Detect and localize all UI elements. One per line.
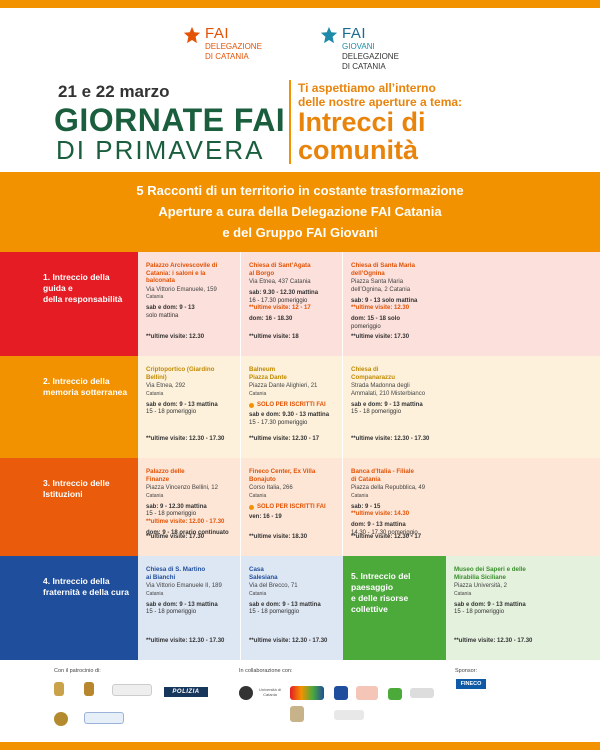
venue-address: Piazza Vincenzo Bellini, 12 Catania: [146, 485, 218, 499]
venue-card[interactable]: [240, 356, 342, 458]
partner-logo: [290, 686, 324, 700]
theme-title-line: comunità: [298, 135, 419, 165]
venue-hours: dom: 16 - 18.30: [249, 316, 293, 323]
seal-icon: [54, 712, 68, 726]
venue-title: Palazzo Arcivescovile di Catania: i saloni e la balconata: [146, 262, 218, 284]
theme-intro: [298, 81, 462, 109]
venue-title: Chiesa di Sant’Agata al Borgo: [249, 262, 311, 277]
venue-address: Via Vittorio Emanuele II, 189 Catania: [146, 583, 222, 597]
logo-line: GIOVANI: [342, 42, 375, 51]
partner-logo: [290, 706, 304, 722]
logo-line: DI CATANIA: [205, 52, 249, 61]
partner-logo: [334, 686, 348, 700]
venue-address: Corso Italia, 266 Catania: [249, 485, 293, 499]
venue-hours: dom: 9 - 13 mattina 14.30 - 17.30 pomeriggio: [351, 522, 418, 536]
route-label-5: 5. Intreccio del paesaggio e delle risorse collettive: [343, 556, 446, 660]
venue-card[interactable]: [446, 556, 600, 660]
logo-name: FAI: [342, 25, 367, 42]
partner-logo: [388, 688, 402, 700]
members-only-badge: SOLO PER ISCRITTI FAI: [249, 504, 338, 512]
venue-hours: sab: 9 - 12.30 mattina 15 - 18 pomeriggio **ultime visite: 12.00 - 17.30: [146, 503, 225, 526]
venue-hours: sab e dom: 9 - 13 mattina 15 - 18 pomeriggio: [249, 601, 321, 616]
collaboration-heading: In collaborazione con:: [239, 668, 293, 674]
logo-line: DELEGAZIONE: [342, 52, 399, 61]
coat-of-arms-icon: [54, 682, 64, 696]
venue-title: Fineco Center, Ex Villa Bonajuto: [249, 468, 316, 483]
venue-address: Piazza della Repubblica, 49 Catania: [351, 485, 426, 499]
banca-italia-logo: [84, 712, 124, 724]
venue-title: Banca d’Italia - Filiale di Catania: [351, 468, 414, 483]
theme-intro-line: Ti aspettiamo all’interno: [298, 81, 436, 95]
route-row-2: [0, 356, 600, 458]
venue-title: Casa Salesiana: [249, 566, 278, 581]
last-visit: **ultime visite: 12.30 - 17.30: [454, 638, 533, 645]
venue-hours: sab e dom: 9 - 13 mattina 15 - 18 pomeriggio: [351, 401, 423, 416]
intro-band: [0, 172, 600, 252]
venue-title: Chiesa di S. Martino ai Bianchi: [146, 566, 206, 581]
fai-delegazione-logo: [183, 26, 262, 61]
fineco-logo: FINECO: [456, 679, 486, 689]
venue-hours: sab: 9 - 15 **ultime visite: 14.30: [351, 503, 410, 518]
route-label: 4. Intreccio della fraternità e della cura: [0, 556, 138, 660]
dot-icon: [249, 403, 254, 408]
venue-hours: dom: 9 - 18 orario continuato: [146, 529, 229, 536]
venue-card[interactable]: [240, 252, 342, 356]
sponsor-heading: Sponsor:: [455, 668, 478, 674]
venue-hours: sab: 9 - 13 solo mattina **ultime visite: 12.30: [351, 297, 418, 312]
logo-line: DI CATANIA: [342, 62, 386, 71]
fai-star-icon: [183, 26, 201, 44]
venue-card[interactable]: [342, 252, 444, 356]
last-visit: **ultime visite: 12.30 - 17.30: [351, 436, 430, 443]
band-line: 5 Racconti di un territorio in costante trasformazione: [136, 183, 464, 198]
last-visit: **ultime visite: 17.30: [351, 334, 410, 341]
fai-giovani-logo: [320, 26, 399, 71]
route-row-1: [0, 252, 600, 356]
venue-hours: sab e dom: 9 - 13 solo mattina: [146, 305, 195, 319]
venue-address: Piazza Santa Maria dell’Ognina, 2 Catania: [351, 279, 411, 293]
venue-address: Via Etnea, 437 Catania: [249, 279, 311, 285]
venue-address: Strada Madonna degli Ammalati, 210 Misterbianco: [351, 383, 426, 397]
venue-card[interactable]: [138, 458, 240, 556]
venue-card[interactable]: [138, 252, 240, 356]
venue-hours: ven: 16 - 19: [249, 514, 282, 521]
band-line: e del Gruppo FAI Giovani: [222, 225, 378, 240]
band-line: Aperture a cura della Delegazione FAI Catania: [158, 204, 442, 219]
partner-logo: [334, 710, 364, 720]
logo-name: FAI: [205, 25, 230, 42]
fai-star-icon: [320, 26, 338, 44]
partner-logo: [356, 686, 378, 700]
venue-address: Via Vittorio Emanuele, 159 Catania: [146, 286, 217, 301]
members-only-badge: SOLO PER ISCRITTI FAI: [249, 402, 338, 410]
venue-hours: dom: 15 - 18 solo pomeriggio: [351, 316, 401, 330]
last-visit: **ultime visite: 12.30 - 17.30: [249, 638, 328, 645]
last-visit: **ultime visite: 12.30 - 17: [249, 436, 320, 443]
venue-title: Palazzo delle Finanze: [146, 468, 185, 483]
logo-line: DELEGAZIONE: [205, 42, 262, 51]
event-title: GIORNATE FAI: [54, 102, 286, 138]
venue-hours: sab: 9.30 - 12.30 mattina 16 - 17.30 pomeriggio **ultime visite: 12 - 17: [249, 289, 319, 312]
venue-card[interactable]: [240, 556, 343, 660]
partner-logo: [410, 688, 434, 698]
event-date: 21 e 22 marzo: [58, 82, 170, 101]
last-visit: **ultime visite: 12.30 - 17: [351, 534, 422, 541]
theme-title: [298, 108, 426, 164]
last-visit: **ultime visite: 18.30: [249, 534, 308, 541]
route-label: 1. Intreccio della guida e della responsabilità: [0, 252, 138, 356]
route-label: 3. Intreccio delle Istituzioni: [0, 458, 138, 556]
coat-of-arms-icon: [84, 682, 94, 696]
venue-card[interactable]: [138, 356, 240, 458]
last-visit: **ultime visite: 18: [249, 334, 299, 341]
patronage-heading: Con il patrocinio di:: [54, 668, 101, 674]
venue-title: Balneum Piazza Dante: [249, 366, 287, 381]
partner-logo: [239, 686, 253, 700]
venue-card[interactable]: [138, 556, 240, 660]
venue-title: Chiesa di Santa Maria dell’Ognina: [351, 262, 415, 277]
top-stripe: [0, 0, 600, 8]
region-logo: [112, 684, 152, 696]
divider: [289, 80, 291, 164]
venue-title: Chiesa di Companarazzu: [351, 366, 396, 381]
partners-footer: [0, 660, 600, 742]
venue-title: Criptoportico (Giardino Bellini): [146, 366, 215, 381]
theme-title-line: Intrecci di: [298, 107, 426, 137]
venue-address: Via del Brecco, 71 Catania: [249, 583, 298, 597]
last-visit: **ultime visite: 12.30 - 17.30: [146, 436, 225, 443]
last-visit: **ultime visite: 12.30 - 17.30: [146, 638, 225, 645]
venue-address: Via Etnea, 292 Catania: [146, 383, 186, 397]
venue-hours: sab e dom: 9 - 13 mattina 15 - 18 pomeriggio: [146, 601, 218, 616]
venue-hours: sab e dom: 9.30 - 13 mattina 15 - 17.30 pomeriggio: [249, 412, 330, 427]
venue-address: Piazza Università, 2 Catania: [454, 583, 508, 597]
venue-card[interactable]: [342, 356, 444, 458]
venue-hours: sab e dom: 9 - 13 mattina 15 - 18 pomeriggio: [454, 601, 526, 616]
dot-icon: [249, 505, 254, 510]
route-row-4: [0, 556, 600, 660]
route-row-3: [0, 458, 600, 556]
polizia-logo: POLIZIA: [164, 687, 208, 697]
last-visit: **ultime visite: 12.30: [146, 334, 205, 341]
event-subtitle: DI PRIMAVERA: [56, 135, 265, 165]
venue-card[interactable]: [240, 458, 342, 556]
theme-intro-line: delle nostre aperture a tema:: [298, 95, 463, 109]
route-label: 2. Intreccio della memoria sotterranea: [0, 356, 138, 458]
venue-hours: sab e dom: 9 - 13 mattina 15 - 18 pomeriggio: [146, 401, 218, 416]
unict-logo: Università di Catania: [258, 687, 281, 697]
venue-card[interactable]: [342, 458, 444, 556]
venue-address: Piazza Dante Alighieri, 21 Catania: [249, 383, 318, 397]
bottom-stripe: [0, 742, 600, 750]
last-visit: **ultime visite: 17.30: [146, 534, 205, 541]
venue-title: Museo dei Saperi e delle Mirabilia Siciliane: [454, 566, 526, 581]
